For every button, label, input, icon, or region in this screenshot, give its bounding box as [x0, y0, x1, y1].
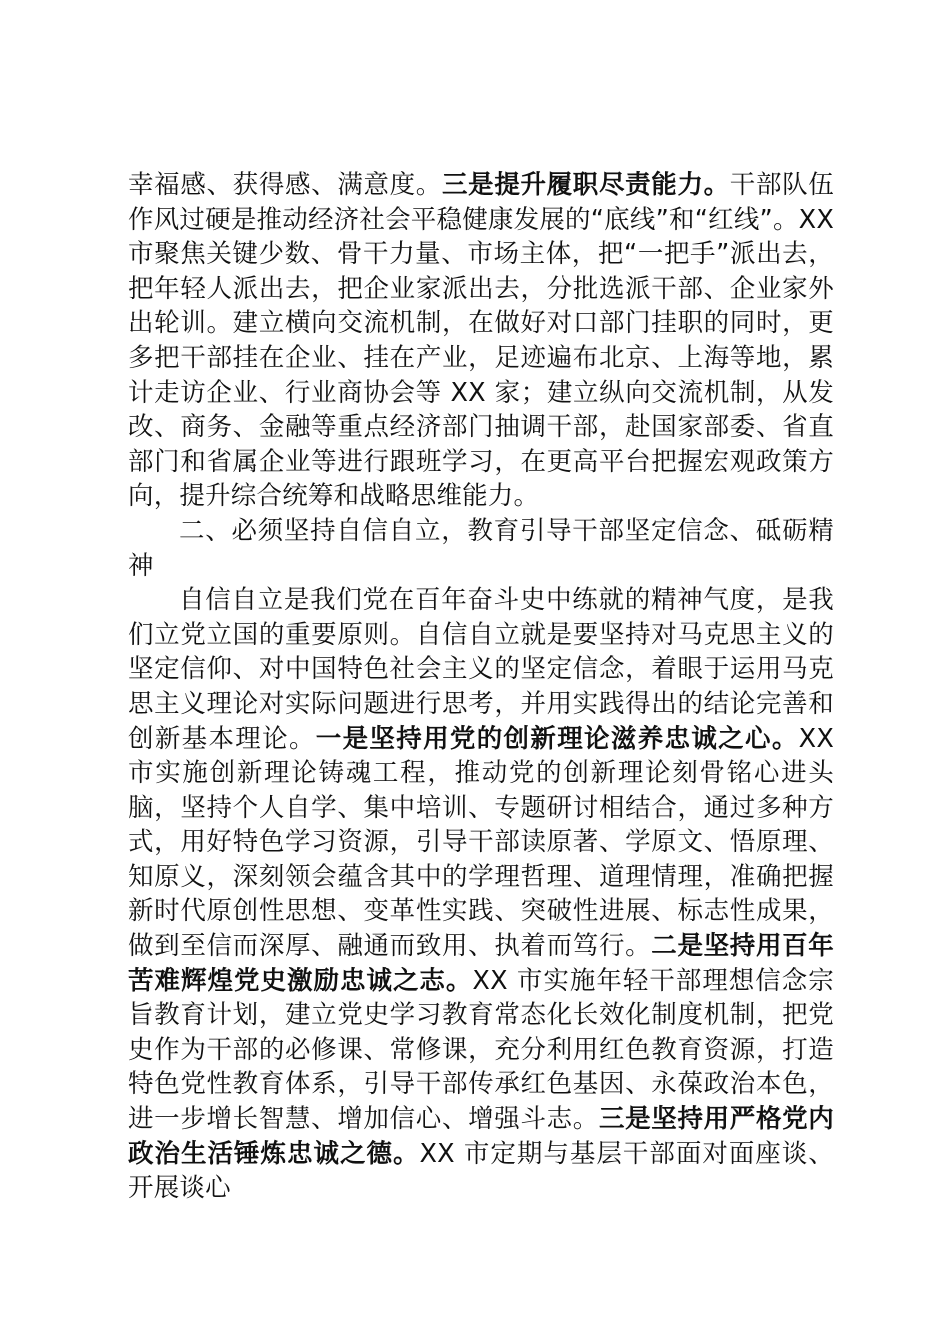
- text-run: XX 市实施年轻干部理想信念宗旨教育计划，建立党史学习教育常态化长效化制度机制，把党史作为干部的必修课、常修课，充分利用红色教育资源，打造特色党性教育体系，引导干部传承红色基因、永葆政治本色，进一步增长智慧、增加信心、增强斗志。: [128, 965, 834, 1135]
- text-run: 自信自立是我们党在百年奋斗史中练就的精神气度，是我们立党立国的重要原则。自信自立就是要坚持对马克思主义的坚定信仰、对中国特色社会主义的坚定信念，着眼于运用马克思主义理论对实际问题进行思考，并用实践得出的结论完善和创新基本理论。: [128, 585, 834, 754]
- section-heading: [128, 514, 834, 583]
- bold-run: 三是坚持用严格党内政治生活锤炼忠诚之德。: [128, 1104, 834, 1169]
- bold-run: 一是坚持用党的创新理论滋养忠诚之心。: [315, 723, 799, 754]
- paragraph-p2: [128, 583, 834, 1206]
- text-run: XX 市实施创新理论铸魂工程，推动党的创新理论刻骨铭心进头脑，坚持个人自学、集中培训、专题研讨相结合，通过多种方式，用好特色学习资源，引导干部读原著、学原文、悟原理、知原义，深刻领会蕴含其中的学理哲理、道理情理，准确把握新时代原创性思想、变革性实践、突破性进展、标志性成果，做到至信而深厚、融通而致用、执着而笃行。: [128, 723, 834, 962]
- document-page: [128, 168, 834, 1206]
- paragraph-p1: [128, 168, 834, 514]
- bold-run: 三是提升履职尽责能力。: [441, 170, 730, 200]
- heading-text: 二、必须坚持自信自立，教育引导干部坚定信念、砥砺精神: [128, 515, 834, 581]
- bold-run: 二是坚持用百年苦难辉煌党史激励忠诚之志。: [128, 931, 834, 996]
- text-run: 干部队伍作风过硬是推动经济社会平稳健康发展的“底线”和“红线”。XX 市聚焦关键少数、骨干力量、市场主体，把“一把手”派出去，把年轻人派出去，把企业家派出去，分批选派干部、企业家外出轮训。建立横向交流机制，在做好对口部门挂职的同时，更多把干部挂在企业、挂在产业，足迹遍布北京、上海等地，累计走访企业、行业商协会等 XX 家；建立纵向交流机制，从发改、商务、金融等重点经济部门抽调干部，赴国家部委、省直部门和省属企业等进行跟班学习，在更高平台把握宏观政策方向，提升综合统筹和战略思维能力。: [128, 170, 834, 512]
- text-run: XX 市定期与基层干部面对面座谈、开展谈心: [128, 1138, 834, 1204]
- text-run: 幸福感、获得感、满意度。: [128, 170, 442, 200]
